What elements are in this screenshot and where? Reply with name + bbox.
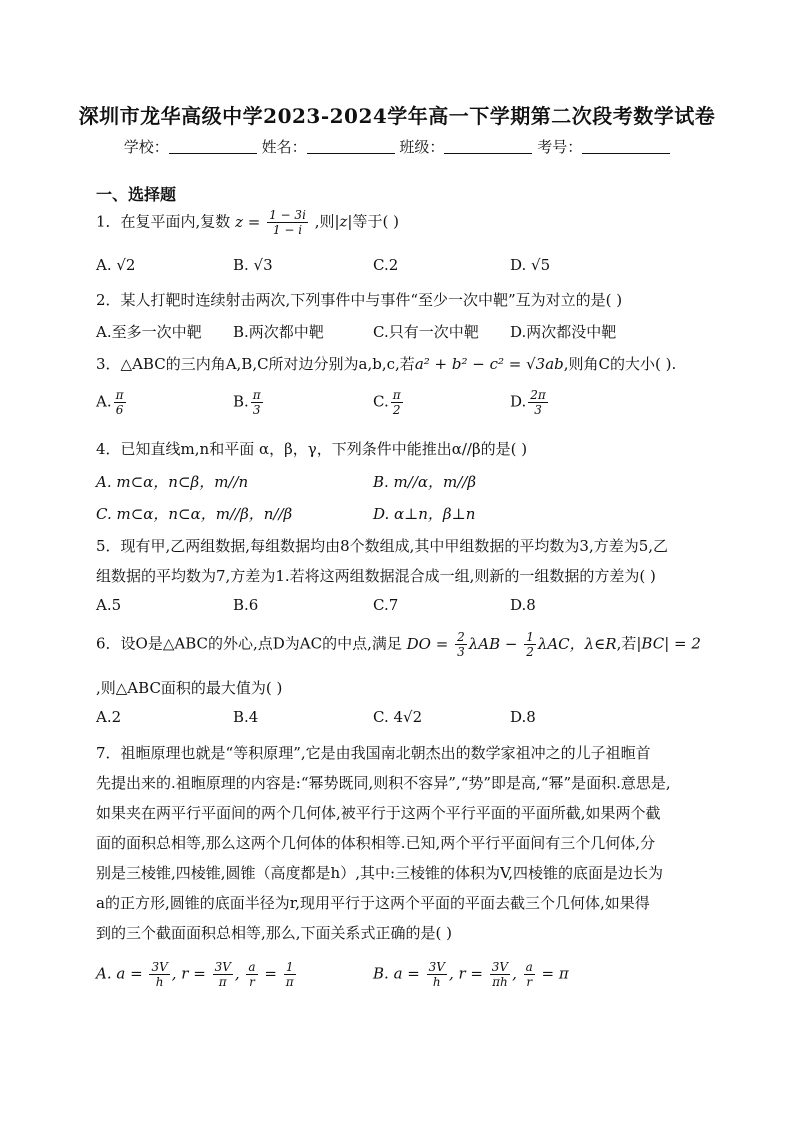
q6-option-b[interactable]: B.4 (233, 708, 259, 726)
q3-option-d[interactable] (510, 388, 550, 417)
q3-b-num: π (252, 388, 261, 402)
q3-option-a-label: A. (96, 392, 112, 411)
q1-option-a[interactable]: A. √2 (96, 256, 136, 274)
q6-formula-a: DO = (406, 634, 454, 653)
question-5-line2: 组数据的平均数为7,方差为1.若将这两组数据混合成一组,则新的一组数据的方差为( ) (96, 567, 656, 585)
q7-option-a-label: A. (96, 964, 112, 983)
q5-option-c[interactable]: C.7 (373, 596, 399, 614)
exam-title: 深圳市龙华高级中学2023-2024学年高一下学期第二次段考数学试卷 (78, 104, 716, 128)
school-blank[interactable] (169, 139, 257, 154)
q7-line-7: 到的三个截面面积总相等,那么,下面关系式正确的是( ) (96, 924, 453, 942)
q1-option-b[interactable]: B. √3 (233, 256, 273, 274)
question-7 (96, 738, 702, 948)
question-3 (96, 353, 676, 374)
q4-option-d[interactable]: D. α⊥n，β⊥n (373, 505, 476, 523)
q2-option-b[interactable]: B.两次都中靶 (233, 323, 324, 341)
q3-option-c[interactable] (373, 388, 405, 417)
q3-a-num: π (115, 388, 124, 402)
q6-option-a[interactable]: A.2 (96, 708, 122, 726)
school-label: 学校： (123, 138, 169, 156)
q4-option-a[interactable]: A. m⊂α，n⊂β，m//n (96, 473, 249, 491)
name-blank[interactable] (307, 139, 395, 154)
q1-abs-z: |z| (334, 212, 353, 231)
q5-option-d[interactable]: D.8 (510, 596, 536, 614)
q5-option-b[interactable]: B.6 (233, 596, 259, 614)
question-4: 4．已知直线m,n和平面 α，β，γ，下列条件中能推出α//β的是( ) (96, 440, 528, 458)
q6-formula-b: λAB − (468, 634, 523, 653)
q1-stem-c: 等于( ) (352, 212, 399, 231)
number-blank[interactable] (582, 139, 670, 154)
name-label: 姓名： (261, 138, 307, 156)
q4-option-b[interactable]: B. m//α，m//β (373, 473, 477, 491)
student-info-line (0, 136, 794, 157)
class-label: 班级： (399, 138, 445, 156)
question-6-line2: ,则△ABC面积的最大值为( ) (96, 679, 283, 697)
q7-line-1: 7．祖暅原理也就是“等积原理”,它是由我国南北朝杰出的数学家祖冲之的儿子祖暅首 (96, 744, 651, 762)
q7-option-a[interactable]: A. a = $\frac{3V}{h}$ , r = $\frac{3V}{\pi}$ , $\frac{a}{r}$ = $\frac{1}{\pi}$ (96, 960, 294, 989)
q1-option-d[interactable]: D. √5 (510, 256, 551, 274)
q3-option-a[interactable] (96, 388, 128, 417)
question-6 (96, 630, 701, 659)
q3-formula: a² + b² − c² = √3ab (414, 355, 564, 373)
q7-line-6: a的正方形,圆锥的底面半径为r,现用平行于这两个平面的平面去截三个几何体,如果得 (96, 894, 650, 912)
q3-d-num: 2π (530, 388, 546, 402)
q7-option-b-label: B. (373, 964, 389, 983)
question-1 (96, 208, 399, 237)
q1-stem: 1．在复平面内,复数 (96, 212, 231, 231)
q7-line-4: 面的面积总相等,那么这两个几何体的体积相等.已知,两个平行平面间有三个几何体,分 (96, 834, 656, 852)
q6-formula: DO = $\frac{2}{3}$ λAB − $\frac{1}{2}$ λAC，λ∈R (406, 630, 617, 659)
q5-option-a[interactable]: A.5 (96, 596, 122, 614)
number-label: 考号： (537, 138, 583, 156)
q7-line-2: 先提出来的.祖暅原理的内容是:“幂势既同,则积不容异”,“势”即是高,“幂”是面积.意思是, (96, 774, 671, 792)
q6-option-c[interactable]: C. 4√2 (373, 708, 423, 726)
q3-a-den: 6 (115, 403, 124, 417)
q6-option-d[interactable]: D.8 (510, 708, 536, 726)
q4-option-c[interactable]: C. m⊂α，n⊂α，m//β，n//β (96, 505, 293, 523)
q3-option-b-label: B. (233, 392, 249, 411)
q6-stem: 6．设O是△ABC的外心,点D为AC的中点,满足 (96, 634, 402, 653)
q3-option-d-label: D. (510, 392, 527, 411)
q3-b-den: 3 (252, 403, 261, 417)
q7-line-5: 别是三棱锥,四棱锥,圆锥（高度都是h）,其中:三棱锥的体积为V,四棱锥的底面是边长为 (96, 864, 664, 882)
section-heading: 一、选择题 (96, 185, 177, 204)
q3-stem: 3．△ABC的三内角A,B,C所对边分别为a,b,c,若 (96, 355, 415, 373)
q6-stem-b: ,若 (616, 634, 637, 653)
q7-option-b[interactable]: B. a = $\frac{3V}{h}$ , r = $\frac{3V}{\pi h}$ , $\frac{a}{r}$ = π (373, 960, 569, 989)
q3-c-den: 2 (392, 403, 401, 417)
class-blank[interactable] (444, 139, 532, 154)
q1-stem-b: ,则 (314, 212, 335, 231)
q2-option-d[interactable]: D.两次都没中靶 (510, 323, 617, 341)
question-5-line1: 5．现有甲,乙两组数据,每组数据均由8个数组成,其中甲组数据的平均数为3,方差为5,乙 (96, 537, 669, 555)
q3-option-c-label: C. (373, 392, 389, 411)
q3-stem-b: ,则角C的大小( ). (563, 355, 677, 373)
q2-option-c[interactable]: C.只有一次中靶 (373, 323, 479, 341)
q6-formula-d: |BC| = 2 (636, 634, 701, 653)
q3-c-num: π (392, 388, 401, 402)
q7-line-3: 如果夹在两平行平面间的两个几何体,被平行于这两个平行平面的平面所截,如果两个截 (96, 804, 661, 822)
q1-option-c[interactable]: C.2 (373, 256, 399, 274)
q3-d-den: 3 (534, 403, 542, 417)
q2-option-a[interactable]: A.至多一次中靶 (96, 323, 202, 341)
q3-option-b[interactable] (233, 388, 265, 417)
q1-formula: z = $\frac{1 - 3i}{1 - i}$ (235, 208, 306, 237)
question-2: 2．某人打靶时连续射击两次,下列事件中与事件“至少一次中靶”互为对立的是( ) (96, 291, 623, 309)
q6-formula-c: λAC，λ∈R (537, 634, 617, 653)
